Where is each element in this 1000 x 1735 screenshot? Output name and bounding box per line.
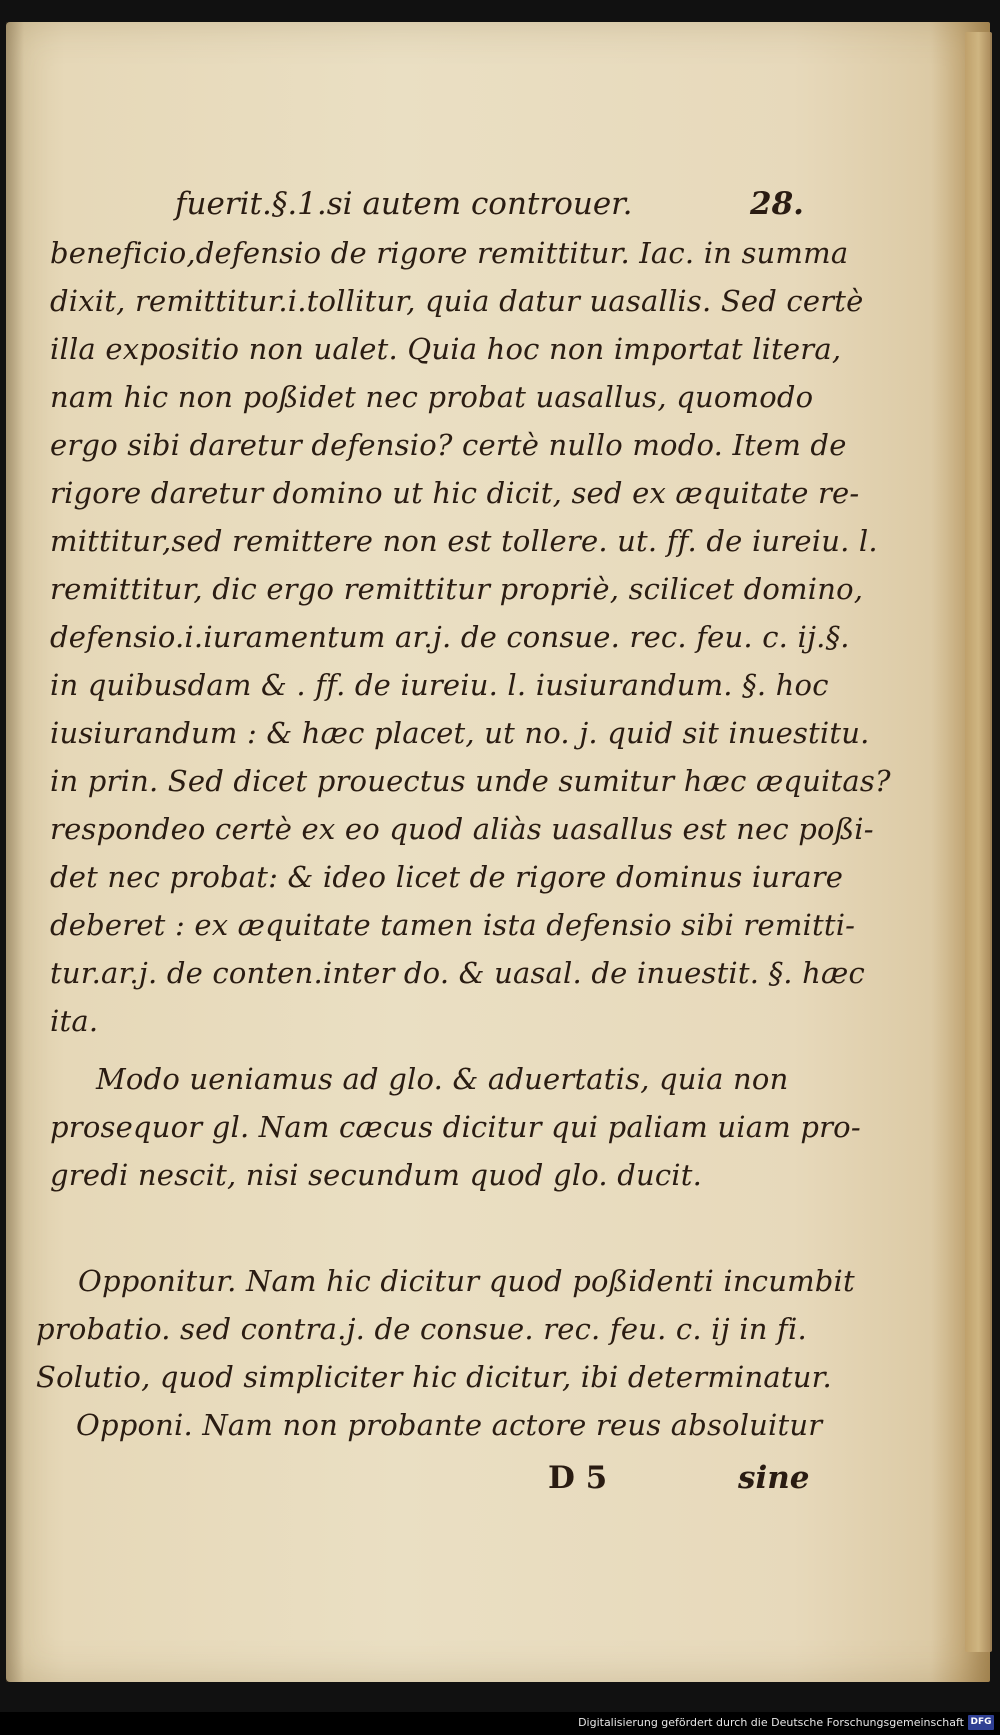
text-line: respondeo certè ex eo quod aliàs uasallus est nec poßi-	[50, 812, 874, 846]
catchword: sine	[738, 1460, 810, 1496]
text-line: illa expositio non ualet. Quia hoc non importat litera,	[50, 332, 842, 366]
text-line: in prin. Sed dicet prouectus unde sumitur hæc æquitas?	[50, 764, 891, 798]
text-line: beneficio,defensio de rigore remittitur. Iac. in summa	[50, 236, 849, 270]
text-line: deberet : ex æquitate tamen ista defensio sibi remitti-	[50, 908, 856, 942]
text-line: ita.	[50, 1004, 99, 1038]
dfg-logo: DFG	[968, 1715, 994, 1730]
text-line: mittitur,sed remittere non est tollere. ut. ff. de iureiu. l.	[50, 524, 878, 558]
digitization-credit: Digitalisierung gefördert durch die Deutsche Forschungsgemeinschaft	[578, 1716, 964, 1729]
running-head: fuerit.§.1.si autem controuer.	[175, 186, 633, 222]
text-line: iusiurandum : & hæc placet, ut no. j. quid sit inuestitu.	[50, 716, 870, 750]
folio-number: 28.	[750, 186, 804, 222]
text-line: gredi nescit, nisi secundum quod glo. ducit.	[50, 1158, 703, 1192]
text-line: in quibusdam & . ff. de iureiu. l. iusiurandum. §. hoc	[50, 668, 829, 702]
text-line: det nec probat: & ideo licet de rigore dominus iurare	[50, 860, 844, 894]
text-line: nam hic non poßidet nec probat uasallus, quomodo	[50, 380, 814, 414]
text-line: Opponi. Nam non probante actore reus absoluitur	[76, 1408, 823, 1442]
signature-mark: D 5	[548, 1460, 608, 1496]
text-line: probatio. sed contra.j. de consue. rec. feu. c. ij in fi.	[36, 1312, 807, 1346]
text-line: Solutio, quod simpliciter hic dicitur, ibi determinatur.	[36, 1360, 832, 1394]
text-line: Opponitur. Nam hic dicitur quod poßidenti incumbit	[78, 1264, 855, 1298]
text-line: prosequor gl. Nam cæcus dicitur qui paliam uiam pro-	[50, 1110, 861, 1144]
text-line: Modo ueniamus ad glo. & aduertatis, quia non	[96, 1062, 789, 1096]
text-line: tur.ar.j. de conten.inter do. & uasal. de inuestit. §. hæc	[50, 956, 865, 990]
text-line: remittitur, dic ergo remittitur propriè, scilicet domino,	[50, 572, 864, 606]
text-line: rigore daretur domino ut hic dicit, sed ex æquitate re-	[50, 476, 860, 510]
text-line: dixit, remittitur.i.tollitur, quia datur uasallis. Sed certè	[50, 284, 864, 318]
text-line: defensio.i.iuramentum ar.j. de consue. rec. feu. c. ij.§.	[50, 620, 850, 654]
text-line: ergo sibi daretur defensio? certè nullo modo. Item de	[50, 428, 847, 462]
